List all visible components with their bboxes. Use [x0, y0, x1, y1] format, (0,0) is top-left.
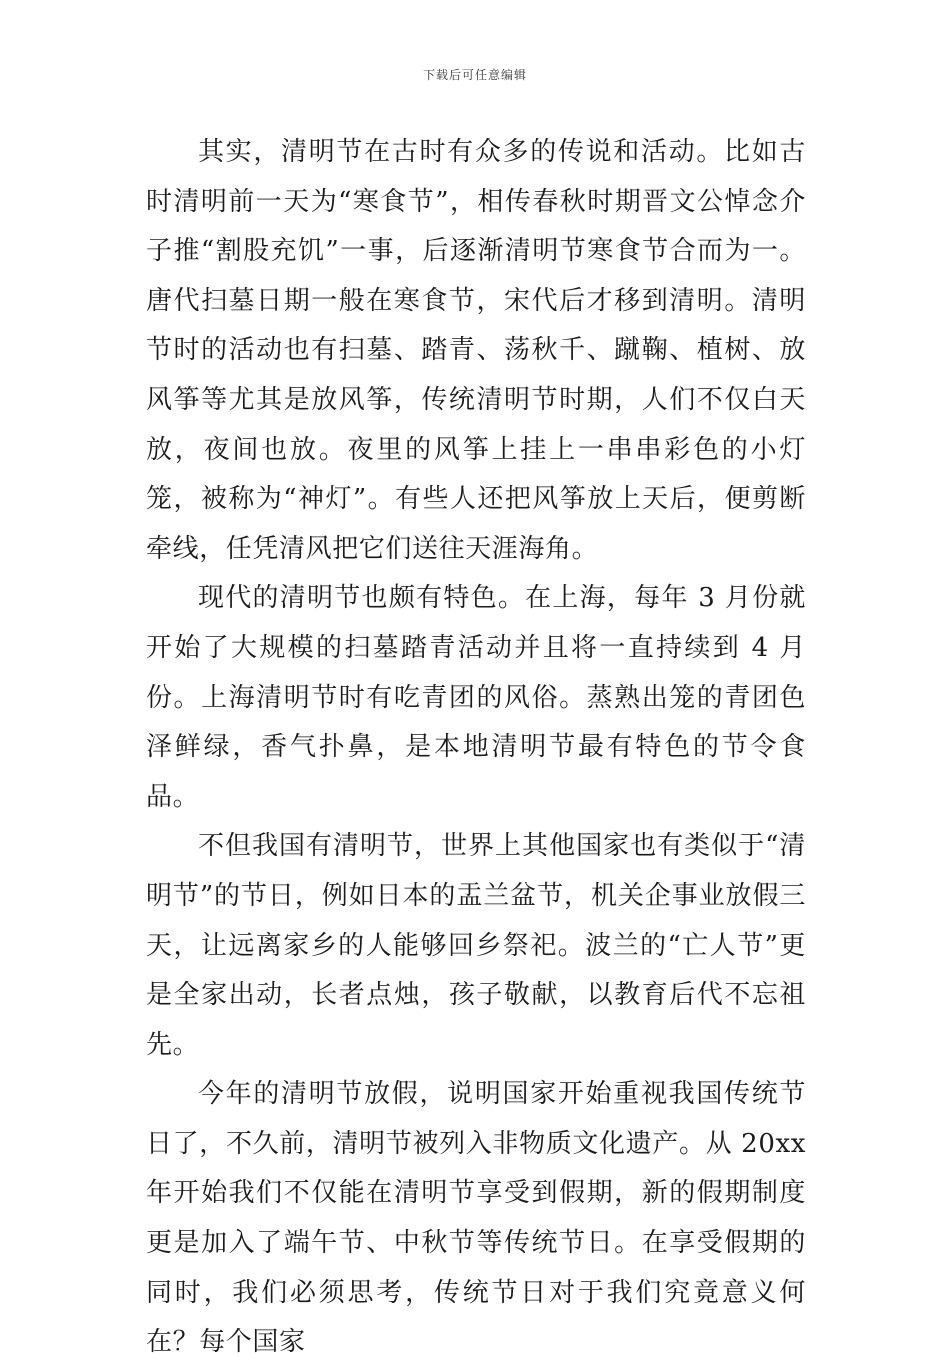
paragraph-qingming-history: 其实，清明节在古时有众多的传说和活动。比如古时清明前一天为“寒食节”，相传春秋时期晋文公悼念介子推“割股充饥”一事，后逐渐清明节寒食节合而为一。唐代扫墓日期一般在寒食节，宋代后才移到清明。清明节时的活动也有扫墓、踏青、荡秋千、蹴鞠、植树、放风筝等尤其是放风筝，传统清明节时期，人们不仅白天放，夜间也放。夜里的风筝上挂上一串串彩色的小灯笼，被称为“神灯”。有些人还把风筝放上天后，便剪断牵线，任凭清风把它们送往天涯海角。 — [146, 137, 806, 564]
paragraph-holiday-meaning: 今年的清明节放假，说明国家开始重视我国传统节日了，不久前，清明节被列入非物质文化遗产。从 20xx 年开始我们不仅能在清明节享受到假期，新的假期制度更是加入了端午节、中秋节等传统节日。在享受假期的同时，我们必须思考，传统节日对于我们究竟意义何在？每个国家 — [146, 1079, 806, 1358]
paragraph-other-countries: 不但我国有清明节，世界上其他国家也有类似于“清明节”的节日，例如日本的盂兰盆节，机关企事业放假三天，让远离家乡的人能够回乡祭祀。波兰的“亡人节”更是全家出动，长者点烛，孩子敬献，以教育后代不忘祖先。 — [146, 831, 806, 1060]
document-body — [146, 128, 806, 1368]
page-header-note: 下载后可任意编辑 — [422, 68, 527, 82]
paragraph-shanghai-customs: 现代的清明节也颇有特色。在上海，每年 3 月份就开始了大规模的扫墓踏青活动并且将一直持续到 4 月份。上海清明节时有吃青团的风俗。蒸熟出笼的青团色泽鲜绿，香气扑鼻，是本地清明节最有特色的节令食品。 — [146, 583, 806, 812]
